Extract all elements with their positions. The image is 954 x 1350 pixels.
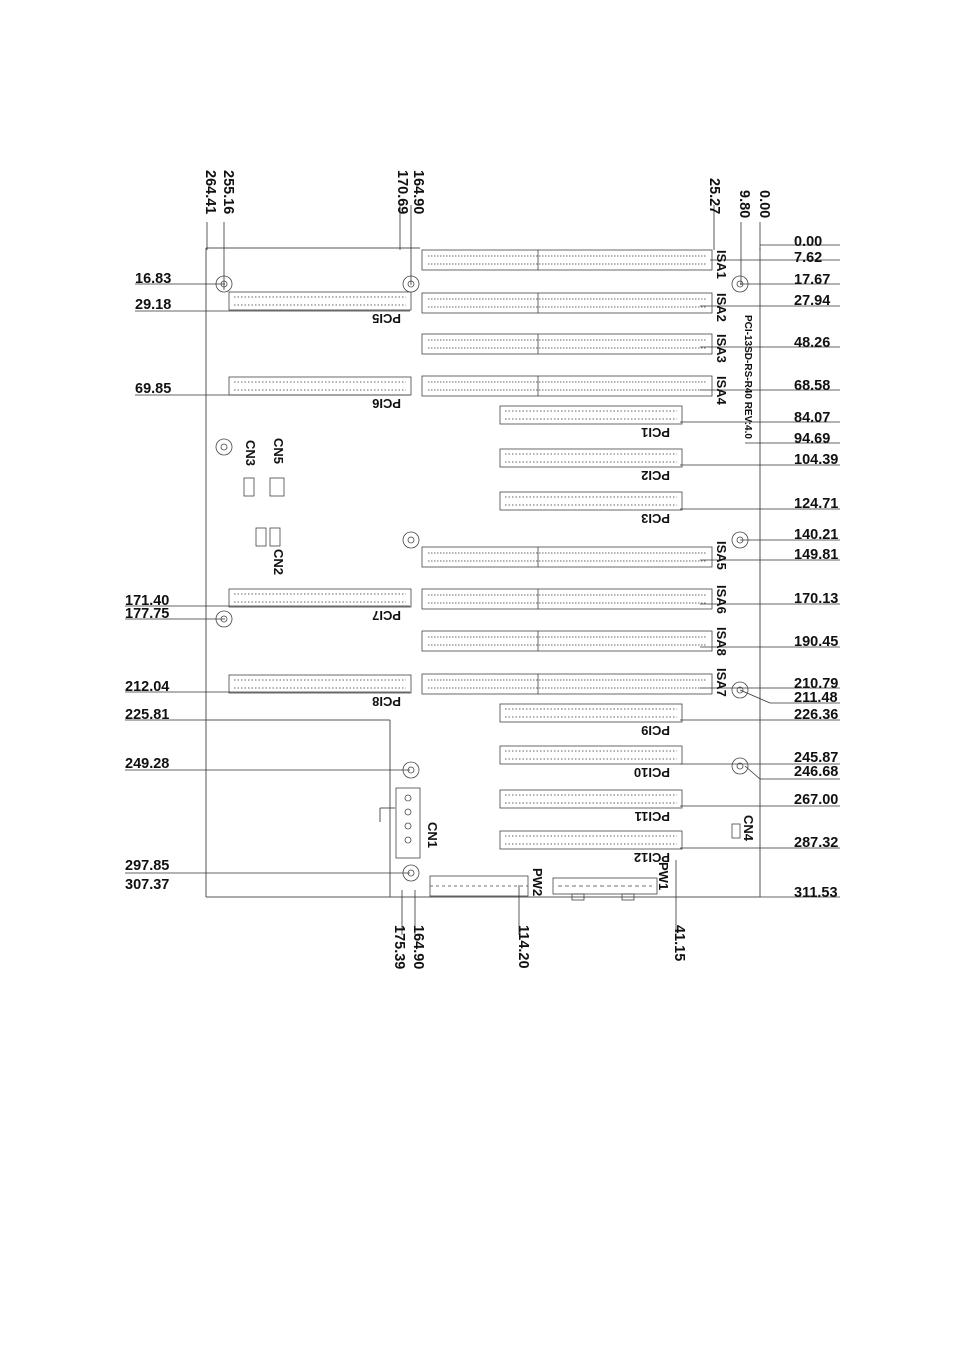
pci-slot	[500, 492, 682, 510]
isa-slot	[422, 334, 712, 354]
pci-slot	[500, 449, 682, 467]
cn3-label: CN3	[243, 440, 258, 467]
right-dim: 246.68	[794, 764, 839, 780]
isa-labels	[714, 250, 729, 697]
left-dim: 69.85	[135, 381, 172, 397]
pci-left-slots	[229, 292, 411, 693]
pci-label: PCI9	[641, 723, 670, 738]
isa-label: ISA1	[714, 250, 729, 279]
pci-slot	[500, 704, 682, 722]
pci-label: PCI8	[372, 694, 401, 709]
top-dim: 9.80	[736, 190, 752, 219]
bottom-dim: 114.20	[515, 925, 531, 969]
pci-slot	[500, 831, 682, 849]
pci-label: PCI10	[633, 765, 670, 780]
left-dim: 249.28	[125, 756, 170, 772]
right-dim: 287.32	[794, 835, 839, 851]
pci-left-labels	[372, 311, 401, 709]
cn5-connector	[270, 478, 284, 496]
right-dim: 210.79	[794, 676, 839, 692]
isa-slot	[422, 674, 712, 694]
small-connectors	[244, 478, 740, 900]
right-dim: 149.81	[794, 547, 839, 563]
left-dimensions	[125, 271, 171, 893]
cn2-label: CN2	[271, 549, 286, 576]
right-dim: 68.58	[794, 378, 831, 394]
pci-label: PCI7	[372, 608, 401, 623]
model-revision: PCI-13SD-RS-R40 REV:4.0	[742, 315, 753, 439]
isa-slot	[422, 293, 712, 313]
left-dim: 177.75	[125, 606, 170, 622]
mounting-hole-icon	[216, 439, 232, 455]
right-dim: 211.48	[794, 690, 838, 706]
isa-slot	[422, 589, 712, 609]
isa-slot	[422, 376, 712, 396]
right-dimensions	[794, 234, 838, 901]
pci-slot	[500, 746, 682, 764]
left-dim: 225.81	[125, 707, 170, 723]
left-dim: 212.04	[125, 679, 170, 695]
left-dim: 16.83	[135, 271, 172, 287]
cn3-connector	[244, 478, 254, 496]
bottom-dim: 41.15	[671, 925, 687, 962]
pci-label: PCI12	[633, 850, 670, 865]
pci-slot	[229, 675, 411, 693]
cn2-connector-b	[270, 528, 280, 546]
cn4-connector	[732, 824, 740, 838]
top-dim: 0.00	[756, 190, 772, 219]
right-dim: 226.36	[794, 707, 839, 723]
right-dim: 84.07	[794, 410, 831, 426]
right-dim: 0.00	[794, 234, 823, 250]
top-dim: 170.69	[394, 170, 410, 215]
isa-label: ISA3	[714, 334, 729, 363]
pci-slot	[229, 377, 411, 395]
pci-label: PCI2	[641, 468, 670, 483]
cn1-label: CN1	[425, 822, 440, 849]
right-dim: 104.39	[794, 452, 839, 468]
isa-slot	[422, 250, 712, 270]
right-dim: 245.87	[794, 750, 839, 766]
right-dim: 48.26	[794, 335, 831, 351]
isa-label: ISA2	[714, 293, 729, 322]
pw2-label: PW2	[530, 868, 545, 897]
right-dim: 7.62	[794, 250, 823, 266]
isa-label: ISA8	[714, 627, 729, 656]
isa-slot	[422, 547, 712, 567]
pci-label: PCI6	[372, 396, 401, 411]
isa-slot	[422, 631, 712, 651]
board-outline	[206, 248, 760, 897]
top-dim: 264.41	[202, 170, 218, 215]
bottom-dim: 175.39	[391, 925, 407, 970]
mounting-hole-icon	[403, 532, 419, 548]
right-dim: 311.53	[794, 885, 838, 901]
left-dimension-lines	[125, 284, 410, 873]
left-dim: 171.40	[125, 593, 170, 609]
top-dim: 255.16	[220, 170, 236, 215]
right-dim: 140.21	[794, 527, 839, 543]
right-dim: 94.69	[794, 431, 831, 447]
pci-label: PCI11	[634, 809, 670, 824]
bottom-dim: 164.90	[410, 925, 426, 970]
pci-slot	[500, 406, 682, 424]
pci-slot	[229, 589, 411, 607]
pw1-label: PW1	[656, 862, 671, 891]
pci-slot	[229, 292, 411, 310]
bottom-dimensions	[391, 925, 687, 969]
pci-label: PCI3	[641, 511, 670, 526]
top-dim: 164.90	[410, 170, 426, 215]
right-dim: 124.71	[794, 496, 839, 512]
cn5-label: CN5	[271, 438, 286, 465]
isa-label: ISA6	[714, 585, 729, 614]
isa-label: ISA7	[714, 668, 729, 697]
right-dim: 170.13	[794, 591, 839, 607]
pci-slot	[500, 790, 682, 808]
right-dim: 27.94	[794, 293, 831, 309]
left-dim: 307.37	[125, 877, 170, 893]
left-dim: 297.85	[125, 858, 170, 874]
pci-label: PCI5	[372, 311, 401, 326]
pci-label: PCI1	[641, 425, 670, 440]
left-dim: 29.18	[135, 297, 172, 313]
connector-labels	[243, 438, 756, 896]
isa-label: ISA4	[714, 376, 729, 405]
right-dim: 190.45	[794, 634, 839, 650]
right-dim: 17.67	[794, 272, 831, 288]
isa-label: ISA5	[714, 541, 729, 570]
cn4-label: CN4	[741, 815, 756, 842]
right-dim: 267.00	[794, 792, 839, 808]
cn2-connector	[256, 528, 266, 546]
top-dim: 25.27	[706, 178, 722, 215]
top-dimensions	[202, 170, 772, 218]
